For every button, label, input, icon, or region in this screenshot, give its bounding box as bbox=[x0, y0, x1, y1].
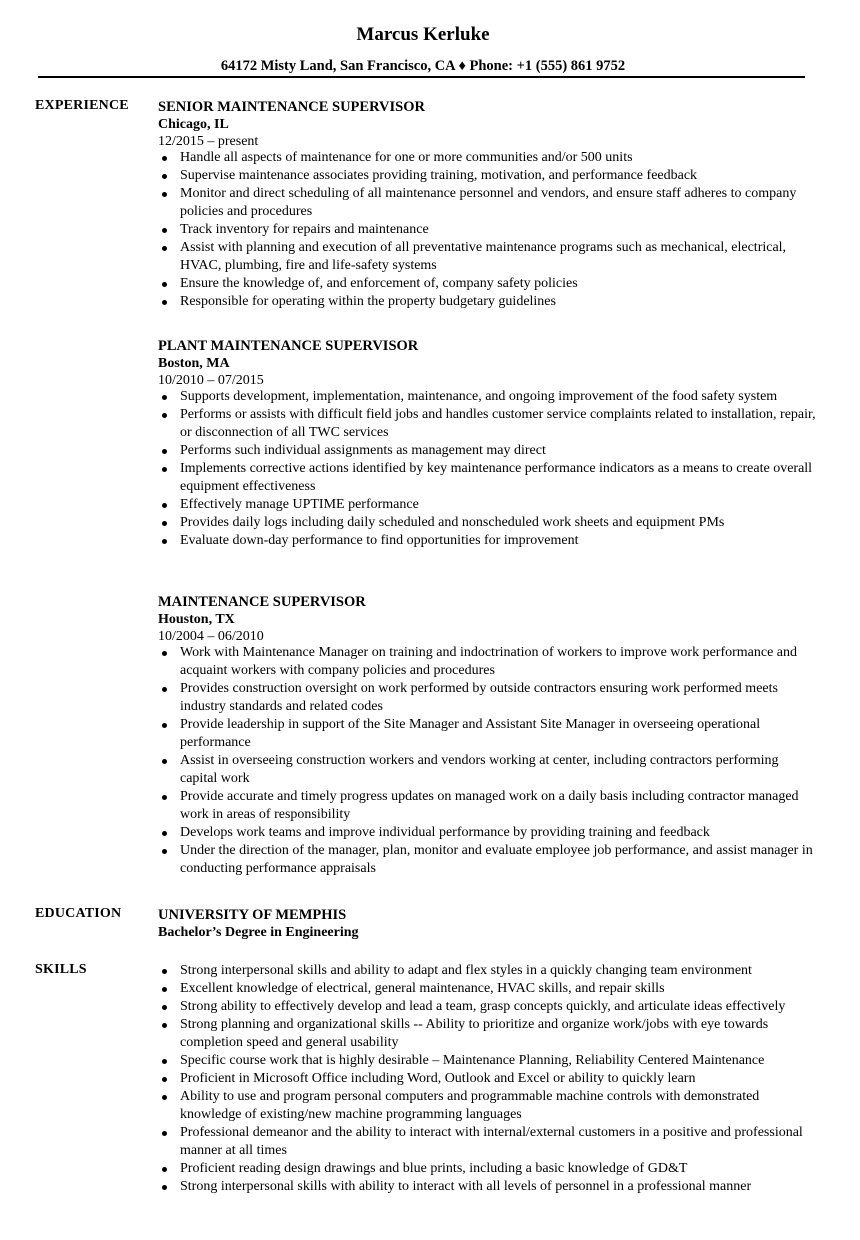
job-title: MAINTENANCE SUPERVISOR bbox=[158, 594, 366, 610]
bullet-icon bbox=[162, 467, 167, 472]
bullet-icon bbox=[162, 1023, 167, 1028]
list-item bbox=[158, 998, 818, 1016]
list-item bbox=[158, 680, 818, 716]
job-bullets bbox=[158, 388, 818, 550]
list-item bbox=[158, 980, 818, 998]
bullet-icon bbox=[162, 521, 167, 526]
bullet-text: Provides construction oversight on work performed by outside contractors ensuring work performed meets industry standards and related codes bbox=[180, 681, 778, 714]
list-item bbox=[158, 293, 818, 311]
bullet-icon bbox=[162, 723, 167, 728]
bullet-text: Supervise maintenance associates providing training, motivation, and performance feedback bbox=[180, 168, 698, 183]
skills-bullets bbox=[158, 962, 818, 1196]
bullet-text: Develops work teams and improve individual performance by providing training and feedback bbox=[180, 825, 710, 840]
bullet-icon bbox=[162, 228, 167, 233]
list-item bbox=[158, 644, 818, 680]
job-entry bbox=[158, 98, 818, 311]
bullet-text: Provide leadership in support of the Site Manager and Assistant Site Manager in overseeing operational performance bbox=[180, 717, 761, 750]
bullet-text: Responsible for operating within the property budgetary guidelines bbox=[180, 294, 556, 309]
job-dates: 12/2015 – present bbox=[158, 134, 259, 149]
list-item bbox=[158, 842, 818, 878]
bullet-icon bbox=[162, 413, 167, 418]
skill-text: Specific course work that is highly desirable – Maintenance Planning, Reliability Centered Maintenance bbox=[180, 1053, 765, 1068]
bullet-icon bbox=[162, 1005, 167, 1010]
skill-text: Excellent knowledge of electrical, general maintenance, HVAC skills, and repair skills bbox=[180, 981, 665, 996]
bullet-text: Assist with planning and execution of all preventative maintenance programs such as mechanical, electrical, HVAC, plumbing, fire and life-safety systems bbox=[180, 240, 787, 273]
bullet-icon bbox=[162, 503, 167, 508]
school-name: UNIVERSITY OF MEMPHIS bbox=[158, 907, 347, 923]
list-item bbox=[158, 1052, 818, 1070]
bullet-icon bbox=[162, 1167, 167, 1172]
candidate-name: Marcus Kerluke bbox=[356, 24, 490, 45]
bullet-icon bbox=[162, 1059, 167, 1064]
list-item bbox=[158, 1016, 818, 1052]
list-item bbox=[158, 1160, 818, 1178]
list-item bbox=[158, 167, 818, 185]
skill-text: Strong planning and organizational skills -- Ability to prioritize and organize work/jobs with eye towards completion speed and general usability bbox=[180, 1017, 769, 1050]
list-item bbox=[158, 239, 818, 275]
skill-text: Proficient reading design drawings and blue prints, including a basic knowledge of GD&T bbox=[180, 1161, 688, 1176]
bullet-text: Assist in overseeing construction workers and vendors working at center, including contractors performing capital work bbox=[180, 753, 779, 786]
bullet-icon bbox=[162, 651, 167, 656]
job-title: PLANT MAINTENANCE SUPERVISOR bbox=[158, 338, 419, 354]
degree: Bachelor’s Degree in Engineering bbox=[158, 925, 359, 940]
skill-text: Ability to use and program personal computers and programmable machine controls with demonstrated knowledge of existing/new machine programming languages bbox=[180, 1089, 760, 1122]
list-item bbox=[158, 149, 818, 167]
section-label-skills: SKILLS bbox=[35, 962, 87, 977]
skills-list bbox=[158, 962, 818, 1196]
bullet-text: Work with Maintenance Manager on training and indoctrination of workers to improve work performance and acquaint workers with company policies and procedures bbox=[180, 645, 798, 678]
bullet-icon bbox=[162, 969, 167, 974]
bullet-icon bbox=[162, 987, 167, 992]
job-bullets bbox=[158, 644, 818, 878]
job-bullets bbox=[158, 149, 818, 311]
list-item bbox=[158, 1124, 818, 1160]
bullet-icon bbox=[162, 539, 167, 544]
skill-text: Proficient in Microsoft Office including Word, Outlook and Excel or ability to quickly learn bbox=[180, 1071, 696, 1086]
job-dates: 10/2004 – 06/2010 bbox=[158, 629, 264, 644]
bullet-icon bbox=[162, 849, 167, 854]
bullet-text: Provides daily logs including daily scheduled and nonscheduled work sheets and equipment PMs bbox=[180, 515, 725, 530]
list-item bbox=[158, 460, 818, 496]
bullet-text: Under the direction of the manager, plan, monitor and evaluate employee job performance, and assist manager in conducting performance appraisals bbox=[180, 843, 813, 876]
bullet-icon bbox=[162, 687, 167, 692]
bullet-icon bbox=[162, 1185, 167, 1190]
skill-text: Professional demeanor and the ability to interact with internal/external customers in a positive and professional manner at all times bbox=[180, 1125, 803, 1158]
list-item bbox=[158, 185, 818, 221]
bullet-text: Effectively manage UPTIME performance bbox=[180, 497, 419, 512]
contact-line: 64172 Misty Land, San Francisco, CA ♦ Phone: +1 (555) 861 9752 bbox=[220, 58, 626, 74]
job-entry bbox=[158, 337, 818, 550]
bullet-icon bbox=[162, 395, 167, 400]
list-item bbox=[158, 1070, 818, 1088]
list-item bbox=[158, 532, 818, 550]
education-entry bbox=[158, 906, 818, 942]
bullet-text: Track inventory for repairs and maintenance bbox=[180, 222, 429, 237]
bullet-icon bbox=[162, 759, 167, 764]
skill-text: Strong interpersonal skills with ability to interact with all levels of personnel in a professional manner bbox=[180, 1179, 752, 1194]
list-item bbox=[158, 788, 818, 824]
bullet-icon bbox=[162, 282, 167, 287]
skill-text: Strong ability to effectively develop and lead a team, grasp concepts quickly, and articulate ideas effectively bbox=[180, 999, 786, 1014]
list-item bbox=[158, 716, 818, 752]
bullet-icon bbox=[162, 1095, 167, 1100]
bullet-text: Provide accurate and timely progress updates on managed work on a daily basis including contractor managed work in areas of responsibility bbox=[180, 789, 799, 822]
job-location: Boston, MA bbox=[158, 356, 230, 371]
bullet-icon bbox=[162, 246, 167, 251]
bullet-text: Handle all aspects of maintenance for one or more communities and/or 500 units bbox=[180, 150, 633, 165]
list-item bbox=[158, 406, 818, 442]
bullet-text: Implements corrective actions identified by key maintenance performance indicators as a means to create overall equipment effectiveness bbox=[180, 461, 813, 494]
job-location: Chicago, IL bbox=[158, 117, 229, 132]
bullet-text: Monitor and direct scheduling of all maintenance personnel and vendors, and ensure staff adheres to company policies and procedures bbox=[180, 186, 797, 219]
bullet-text: Supports development, implementation, maintenance, and ongoing improvement of the food safety system bbox=[180, 389, 778, 404]
bullet-text: Performs or assists with difficult field jobs and handles customer service complaints related to installation, repair, or disconnection of all TWC services bbox=[180, 407, 816, 440]
section-label-experience: EXPERIENCE bbox=[35, 98, 129, 113]
bullet-icon bbox=[162, 1077, 167, 1082]
bullet-text: Performs such individual assignments as management may direct bbox=[180, 443, 546, 458]
bullet-icon bbox=[162, 1131, 167, 1136]
job-title: SENIOR MAINTENANCE SUPERVISOR bbox=[158, 99, 425, 115]
list-item bbox=[158, 1088, 818, 1124]
list-item bbox=[158, 275, 818, 293]
list-item bbox=[158, 824, 818, 842]
list-item bbox=[158, 442, 818, 460]
bullet-text: Evaluate down-day performance to find opportunities for improvement bbox=[180, 533, 579, 548]
bullet-icon bbox=[162, 449, 167, 454]
job-location: Houston, TX bbox=[158, 612, 235, 627]
list-item bbox=[158, 388, 818, 406]
list-item bbox=[158, 962, 818, 980]
job-entry bbox=[158, 593, 818, 878]
list-item bbox=[158, 496, 818, 514]
skill-text: Strong interpersonal skills and ability to adapt and flex styles in a quickly changing team environment bbox=[180, 963, 752, 978]
bullet-icon bbox=[162, 192, 167, 197]
bullet-icon bbox=[162, 156, 167, 161]
section-label-education: EDUCATION bbox=[35, 906, 122, 921]
job-dates: 10/2010 – 07/2015 bbox=[158, 373, 264, 388]
bullet-icon bbox=[162, 795, 167, 800]
list-item bbox=[158, 221, 818, 239]
bullet-icon bbox=[162, 174, 167, 179]
bullet-icon bbox=[162, 831, 167, 836]
list-item bbox=[158, 514, 818, 532]
bullet-text: Ensure the knowledge of, and enforcement of, company safety policies bbox=[180, 276, 578, 291]
bullet-icon bbox=[162, 300, 167, 305]
list-item bbox=[158, 752, 818, 788]
header-divider bbox=[38, 76, 805, 78]
list-item bbox=[158, 1178, 818, 1196]
